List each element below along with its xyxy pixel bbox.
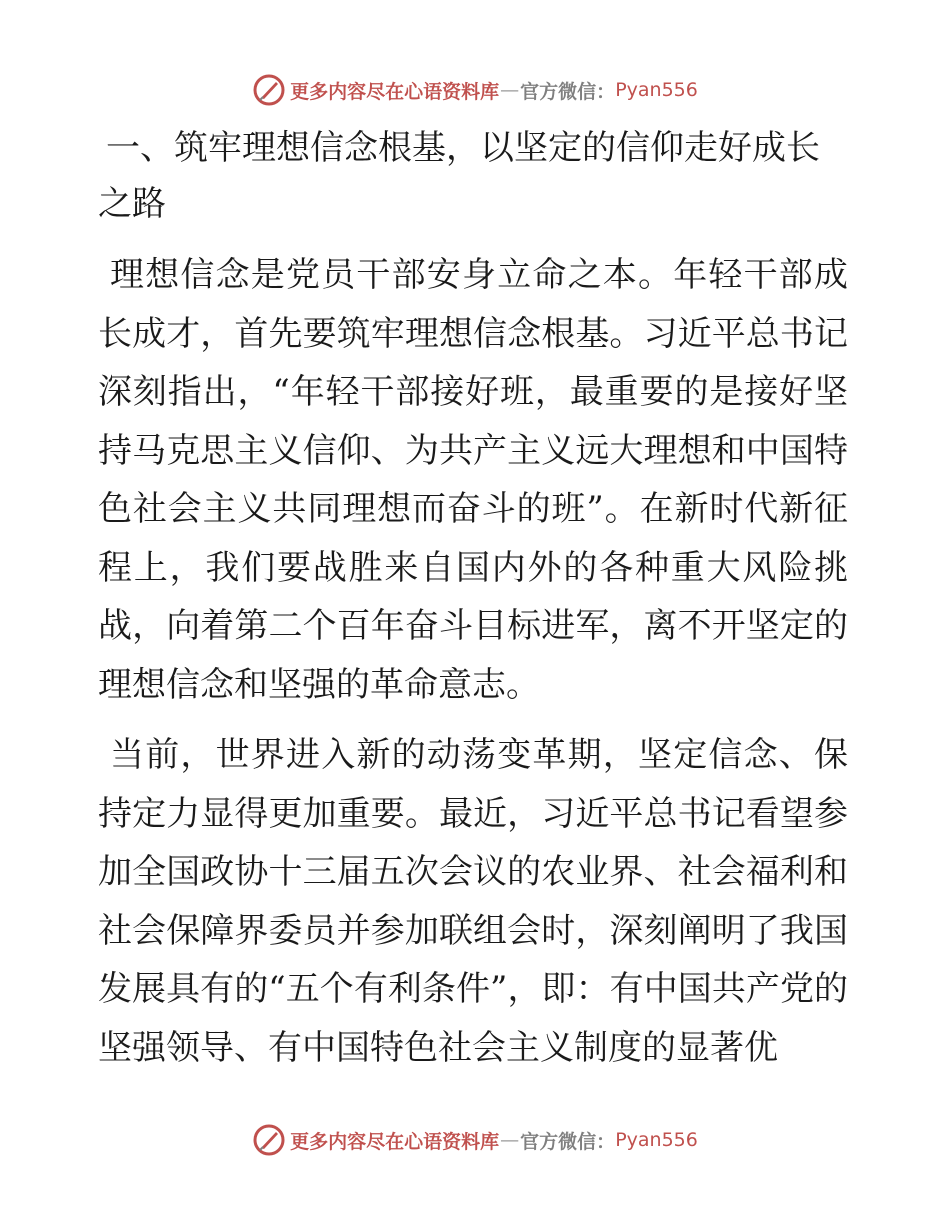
banner-wechat-id: Pyan556: [615, 1129, 698, 1151]
banner-wechat-label: 官方微信: [520, 1130, 597, 1153]
banner-text: [290, 1127, 698, 1154]
banner-wechat-id: Pyan556: [615, 79, 698, 101]
banner-text: [290, 77, 698, 104]
banner-colon: ：: [596, 1130, 616, 1153]
banner-wechat-label: 官方微信: [520, 80, 597, 103]
banner-main-text: 更多内容尽在心语资料库: [290, 80, 500, 103]
section-heading: [98, 120, 848, 232]
banner-separator: —: [500, 79, 520, 101]
paragraph-1: 理想信念是党员干部安身立命之本。年轻干部成长成才，首先要筑牢理想信念根基。习近平总书记深刻指出，“年轻干部接好班，最重要的是接好坚持马克思主义信仰、为共产主义远大理想和中国特色社会主义共同理想而奋斗的班”。在新时代新征程上，我们要战胜来自国内外的各种重大风险挑战，向着第二个百年奋斗目标进军，离不开坚定的理想信念和坚强的革命意志。: [98, 255, 848, 705]
document-body: [98, 120, 848, 1077]
paragraph-2: 当前，世界进入新的动荡变革期，坚定信念、保持定力显得更加重要。最近，习近平总书记看望参加全国政协十三届五次会议的农业界、社会福利和社会保障界委员并参加联组会时，深刻阐明了我国发展具有的“五个有利条件”，即：有中国共产党的坚强领导、有中国特色社会主义制度的显著优: [98, 735, 848, 1068]
heading-line-2: 之路: [98, 184, 166, 224]
banner-separator: —: [500, 1129, 520, 1151]
quill-seal-icon: [252, 1123, 286, 1157]
banner-colon: ：: [596, 80, 616, 103]
heading-line-1: 一、筑牢理想信念根基，以坚定的信仰走好成长: [106, 128, 820, 168]
footer-banner: [0, 1120, 950, 1160]
banner-main-text: 更多内容尽在心语资料库: [290, 1130, 500, 1153]
header-banner: [0, 70, 950, 110]
quill-seal-icon: [252, 73, 286, 107]
